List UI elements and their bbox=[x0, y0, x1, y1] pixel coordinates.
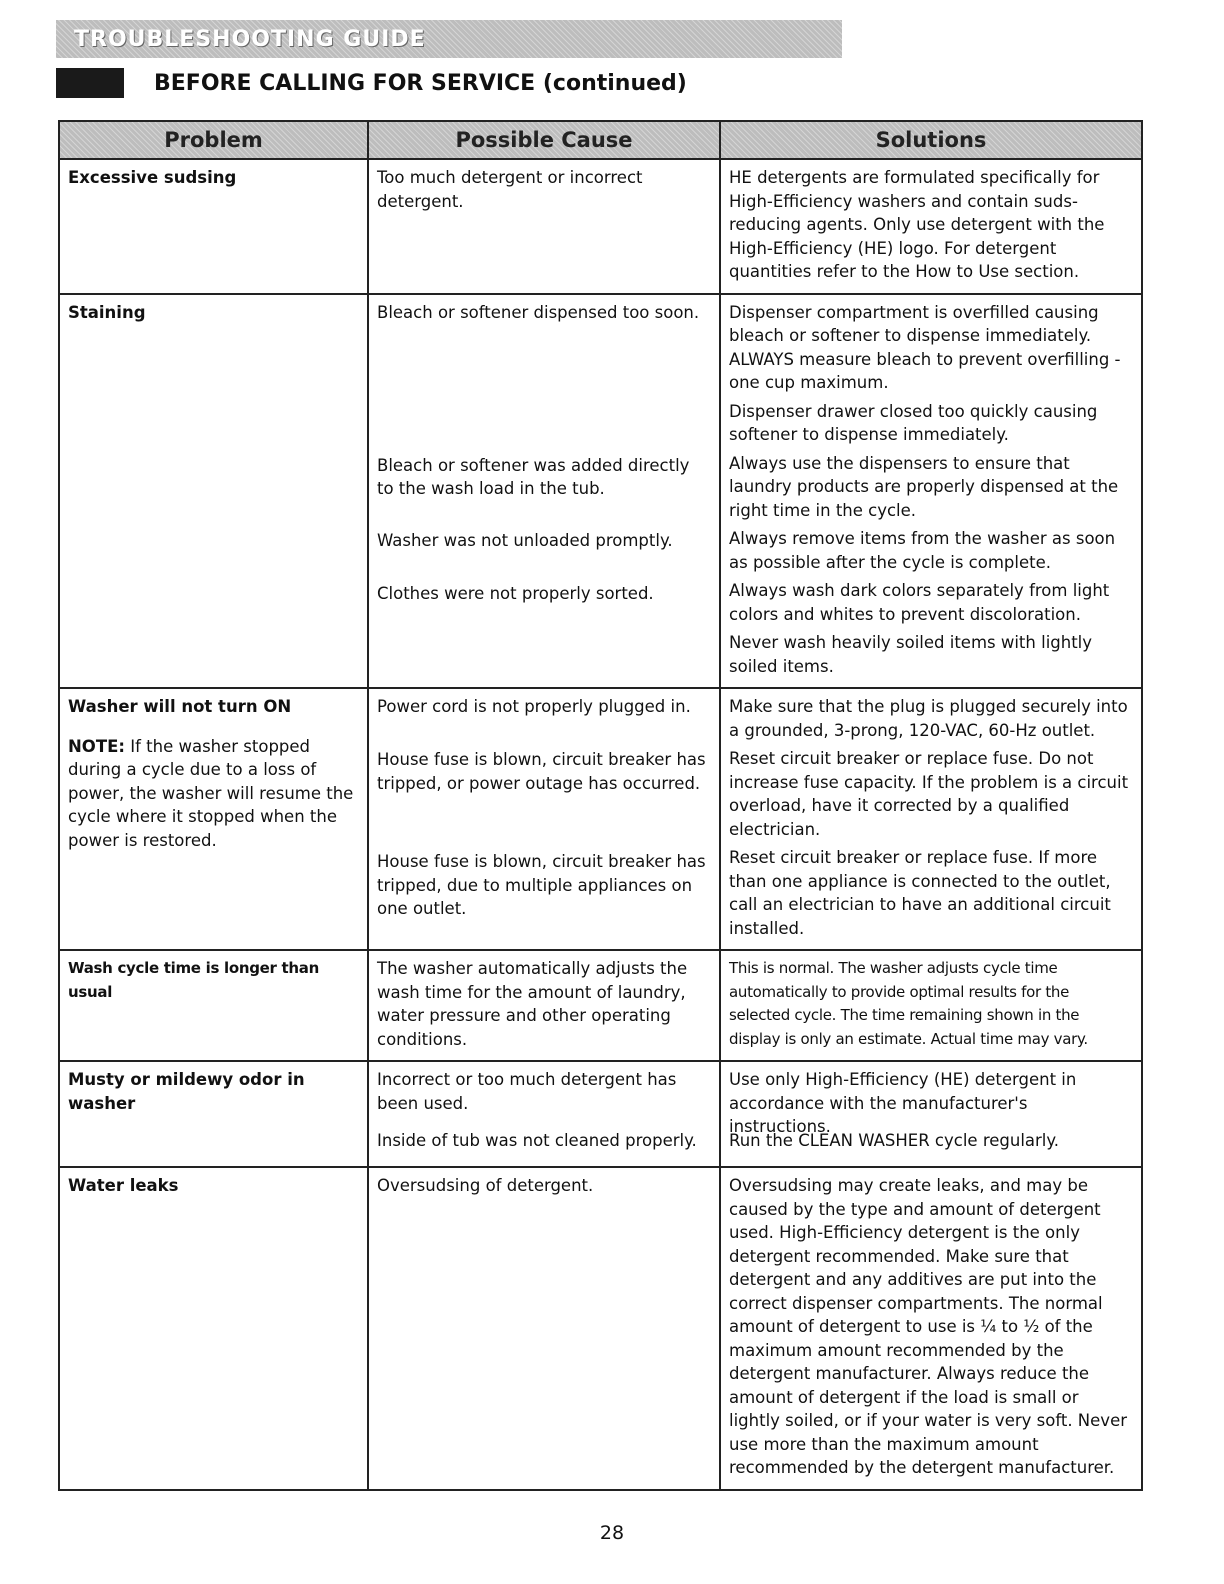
cause-text: Bleach or softener dispensed too soon. bbox=[377, 302, 700, 322]
cause-text: Oversudsing of detergent. bbox=[377, 1176, 594, 1195]
solution-text: Reset circuit breaker or replace fuse. Do not increase fuse capacity. If the problem is a circuit overload, have it corrected by a qualified electrician. bbox=[729, 749, 1129, 839]
cause-text: Bleach or softener was added directly to the wash load in the tub. bbox=[377, 455, 690, 498]
table-row bbox=[59, 950, 1142, 1061]
cause-text: House fuse is blown, circuit breaker has tripped, or power outage has occurred. bbox=[377, 750, 706, 793]
cause-text: Washer was not unloaded promptly. bbox=[377, 530, 673, 550]
problem-cell bbox=[59, 688, 368, 950]
solution-cell bbox=[720, 1167, 1142, 1490]
solution-cell bbox=[720, 950, 1142, 1061]
cause-cell bbox=[368, 950, 720, 1061]
cause-cell bbox=[368, 1061, 720, 1167]
problem-cell bbox=[59, 294, 368, 689]
solution-text: Dispenser drawer closed too quickly causing softener to dispense immediately. bbox=[729, 401, 1098, 444]
solution-text: Run the CLEAN WASHER cycle regularly. bbox=[729, 1131, 1060, 1150]
problem-label: Wash cycle time is longer than usual bbox=[68, 959, 319, 1001]
cause-cell bbox=[368, 688, 720, 950]
problem-label: Staining bbox=[68, 302, 146, 322]
problem-label: Washer will not turn ON bbox=[68, 697, 292, 716]
problem-cell bbox=[59, 159, 368, 294]
solution-text: Always remove items from the washer as soon as possible after the cycle is complete. bbox=[729, 529, 1116, 572]
banner-title: TROUBLESHOOTING GUIDE bbox=[74, 26, 426, 52]
problem-cell bbox=[59, 1061, 368, 1167]
troubleshooting-table bbox=[58, 120, 1143, 1491]
solution-text: Reset circuit breaker or replace fuse. If more than one appliance is connected to the outlet, call an electrician to have an additional circuit installed. bbox=[729, 848, 1111, 938]
cause-cell bbox=[368, 1167, 720, 1490]
solution-cell bbox=[720, 688, 1142, 950]
header-solutions: Solutions bbox=[720, 121, 1142, 159]
section-title: BEFORE CALLING FOR SERVICE (continued) bbox=[154, 70, 687, 96]
solution-text: This is normal. The washer adjusts cycle time automatically to provide optimal results for the selected cycle. The time remaining shown in the display is only an estimate. Actual time may vary. bbox=[729, 959, 1088, 1048]
header-possible-cause: Possible Cause bbox=[368, 121, 720, 159]
problem-cell bbox=[59, 1167, 368, 1490]
cause-cell bbox=[368, 159, 720, 294]
solution-text: Make sure that the plug is plugged securely into a grounded, 3-prong, 120-VAC, 60-Hz outlet. bbox=[729, 697, 1128, 740]
problem-cell bbox=[59, 950, 368, 1061]
header-problem: Problem bbox=[59, 121, 368, 159]
solution-cell bbox=[720, 294, 1142, 689]
section-marker-block bbox=[56, 68, 124, 98]
cause-text: Power cord is not properly plugged in. bbox=[377, 697, 691, 716]
solution-text: Always use the dispensers to ensure that laundry products are properly dispensed at the right time in the cycle. bbox=[729, 453, 1119, 520]
problem-label: Musty or mildewy odor in washer bbox=[68, 1070, 305, 1113]
page-number: 28 bbox=[599, 1522, 625, 1544]
solution-text: Never wash heavily soiled items with lightly soiled items. bbox=[729, 633, 1093, 676]
note-label: NOTE: bbox=[68, 736, 125, 756]
table-row bbox=[59, 688, 1142, 950]
cause-text: Inside of tub was not cleaned properly. bbox=[377, 1131, 697, 1150]
cause-text: House fuse is blown, circuit breaker has tripped, due to multiple appliances on one outlet. bbox=[377, 852, 706, 918]
solution-text: Oversudsing may create leaks, and may be caused by the type and amount of detergent used. High-Efficiency detergent is the only detergent recommended. Make sure that detergent and any additives are put into the correct dispenser compartments. The normal amount of detergent to use is ¼ to ½ of the maximum amount recommended by the detergent manufacturer. Always reduce the amount of detergent if the load is small or lightly soiled, or if your water is very soft. Never use more than the maximum amount recommended by the detergent manufacturer. bbox=[729, 1176, 1127, 1477]
table-row bbox=[59, 1061, 1142, 1167]
troubleshooting-banner bbox=[56, 20, 842, 58]
table-row bbox=[59, 1167, 1142, 1490]
note-text: If the washer stopped during a cycle due to a loss of power, the washer will resume the cycle where it stopped when the power is restored. bbox=[68, 736, 354, 850]
problem-note bbox=[68, 735, 359, 853]
cause-text: Too much detergent or incorrect detergent. bbox=[377, 168, 643, 211]
table-header-row bbox=[59, 121, 1142, 159]
cause-cell bbox=[368, 294, 720, 689]
problem-label: Excessive sudsing bbox=[68, 168, 237, 187]
section-heading bbox=[56, 68, 687, 98]
solution-cell bbox=[720, 1061, 1142, 1167]
table-row bbox=[59, 294, 1142, 689]
table-row bbox=[59, 159, 1142, 294]
cause-text: Clothes were not properly sorted. bbox=[377, 583, 654, 603]
problem-label: Water leaks bbox=[68, 1176, 179, 1195]
solution-cell bbox=[720, 159, 1142, 294]
cause-text: Incorrect or too much detergent has been used. bbox=[377, 1070, 677, 1113]
cause-text: The washer automatically adjusts the wash time for the amount of laundry, water pressure and other operating conditions. bbox=[377, 959, 688, 1049]
solution-text: Use only High-Efficiency (HE) detergent in accordance with the manufacturer's instructions. bbox=[729, 1070, 1077, 1136]
solution-text: Always wash dark colors separately from light colors and whites to prevent discoloration. bbox=[729, 581, 1110, 624]
solution-text: HE detergents are formulated specifically for High-Efficiency washers and contain suds-reducing agents. Only use detergent with the High-Efficiency (HE) logo. For detergent quantities refer to the How to Use section. bbox=[729, 168, 1105, 281]
solution-text: Dispenser compartment is overfilled causing bleach or softener to dispense immediately. ALWAYS measure bleach to prevent overfilling - one cup maximum. bbox=[729, 302, 1121, 392]
